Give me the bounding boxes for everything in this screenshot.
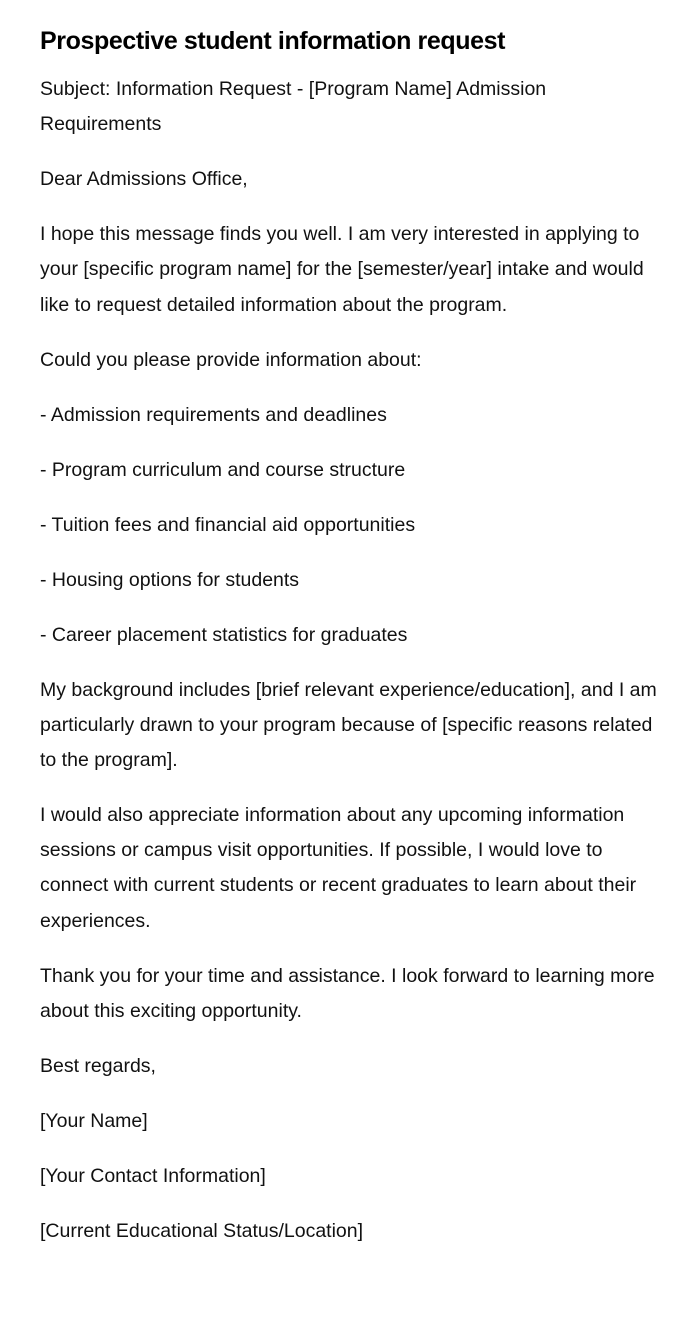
closing: Best regards, <box>40 1054 156 1077</box>
salutation: Dear Admissions Office, <box>40 168 248 191</box>
signature-status: [Current Educational Status/Location] <box>40 1219 364 1242</box>
intro-paragraph: I hope this message finds you well. I am very interested in applying to your [specific program name] for the [semester/year] intake and would like to request detailed information about the program. <box>40 223 644 316</box>
request-lead-in: Could you please provide information about: <box>40 348 422 371</box>
signature-contact: [Your Contact Information] <box>40 1164 266 1187</box>
list-item: - Housing options for students <box>40 568 300 591</box>
document-title: Prospective student information request <box>40 27 506 55</box>
subject-line: Subject: Information Request - [Program Name] Admission Requirements <box>40 78 547 136</box>
list-item: - Admission requirements and deadlines <box>40 403 387 426</box>
sessions-paragraph: I would also appreciate information about any upcoming information sessions or campus visit opportunities. If possible, I would love to connect with current students or recent graduates to learn about their experiences. <box>40 804 637 932</box>
background-paragraph: My background includes [brief relevant experience/education], and I am particularly drawn to your program because of [specific reasons related to the program]. <box>40 678 657 772</box>
thanks-paragraph: Thank you for your time and assistance. I look forward to learning more about this exciting opportunity. <box>40 964 655 1022</box>
list-item: - Tuition fees and financial aid opportunities <box>40 513 416 536</box>
signature-name: [Your Name] <box>40 1109 148 1132</box>
list-item: - Program curriculum and course structure <box>40 458 406 481</box>
list-item: - Career placement statistics for graduates <box>40 623 408 646</box>
